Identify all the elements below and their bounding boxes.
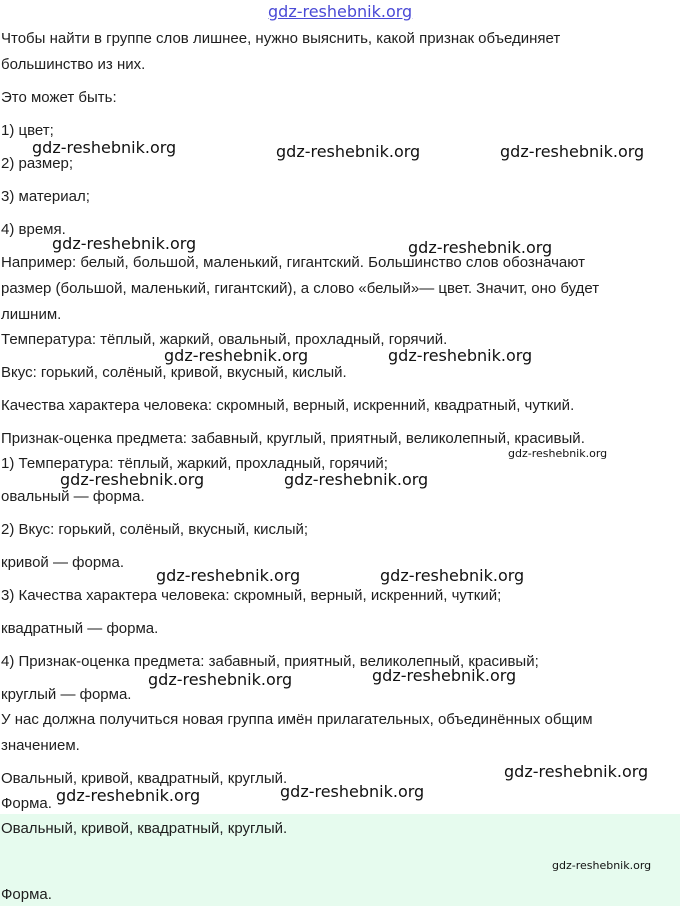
watermark: gdz-reshebnik.org (408, 238, 553, 257)
text-line: 1) цвет; (1, 122, 54, 139)
text-line: овальный — форма. (1, 488, 145, 505)
text-line: Например: белый, большой, маленький, гигантский. Большинство слов обозначают (1, 254, 586, 271)
text-line: Это может быть: (1, 89, 117, 106)
watermark: gdz-reshebnik.org (280, 782, 425, 801)
watermark: gdz-reshebnik.org (372, 666, 517, 685)
text-line: Овальный, кривой, квадратный, круглый. (1, 770, 288, 787)
text-line: лишним. (1, 306, 62, 323)
text-line: Температура: тёплый, жаркий, овальный, прохладный, горячий. (1, 331, 448, 348)
watermark: gdz-reshebnik.org (504, 762, 649, 781)
watermark: gdz-reshebnik.org (148, 670, 293, 689)
watermark: gdz-reshebnik.org (52, 234, 197, 253)
text-line: круглый — форма. (1, 686, 132, 703)
text-line: 1) Температура: тёплый, жаркий, прохладный, горячий; (1, 455, 388, 472)
watermark: gdz-reshebnik.org (156, 566, 301, 585)
text-line: значением. (1, 737, 80, 754)
watermark: gdz-reshebnik.org (508, 447, 608, 460)
watermark: gdz-reshebnik.org (380, 566, 525, 585)
watermark: gdz-reshebnik.org (284, 470, 429, 489)
text-line: 3) материал; (1, 188, 90, 205)
text-line: Качества характера человека: скромный, верный, искренний, квадратный, чуткий. (1, 397, 575, 414)
text-line: У нас должна получиться новая группа имён прилагательных, объединённых общим (1, 711, 593, 728)
watermark: gdz-reshebnik.org (276, 142, 421, 161)
watermark: gdz-reshebnik.org (60, 470, 205, 489)
text-line: Форма. (1, 795, 52, 812)
text-line: 4) Признак-оценка предмета: забавный, приятный, великолепный, красивый; (1, 653, 539, 670)
watermark: gdz-reshebnik.org (388, 346, 533, 365)
text-line: большинство из них. (1, 56, 146, 73)
watermark: gdz-reshebnik.org (500, 142, 645, 161)
text-line: кривой — форма. (1, 554, 124, 571)
text-line: 3) Качества характера человека: скромный, верный, искренний, чуткий; (1, 587, 502, 604)
answer-line: Овальный, кривой, квадратный, круглый. (1, 820, 288, 837)
text-line: 2) Вкус: горький, солёный, вкусный, кислый; (1, 521, 309, 538)
watermark: gdz-reshebnik.org (56, 786, 201, 805)
watermark: gdz-reshebnik.org (164, 346, 309, 365)
watermark: gdz-reshebnik.org (552, 859, 652, 872)
text-line: квадратный — форма. (1, 620, 159, 637)
text-line: Вкус: горький, солёный, кривой, вкусный, кислый. (1, 364, 347, 381)
text-line: Чтобы найти в группе слов лишнее, нужно выяснить, какой признак объединяет (1, 30, 561, 47)
text-line: Признак-оценка предмета: забавный, круглый, приятный, великолепный, красивый. (1, 430, 585, 447)
watermark: gdz-reshebnik.org (32, 138, 177, 157)
watermark-link[interactable]: gdz-reshebnik.org (268, 2, 413, 21)
answer-line: Форма. (1, 886, 52, 903)
text-line: 4) время. (1, 221, 66, 238)
text-line: 2) размер; (1, 155, 74, 172)
text-line: размер (большой, маленький, гигантский), а слово «белый»— цвет. Значит, оно будет (1, 280, 600, 297)
